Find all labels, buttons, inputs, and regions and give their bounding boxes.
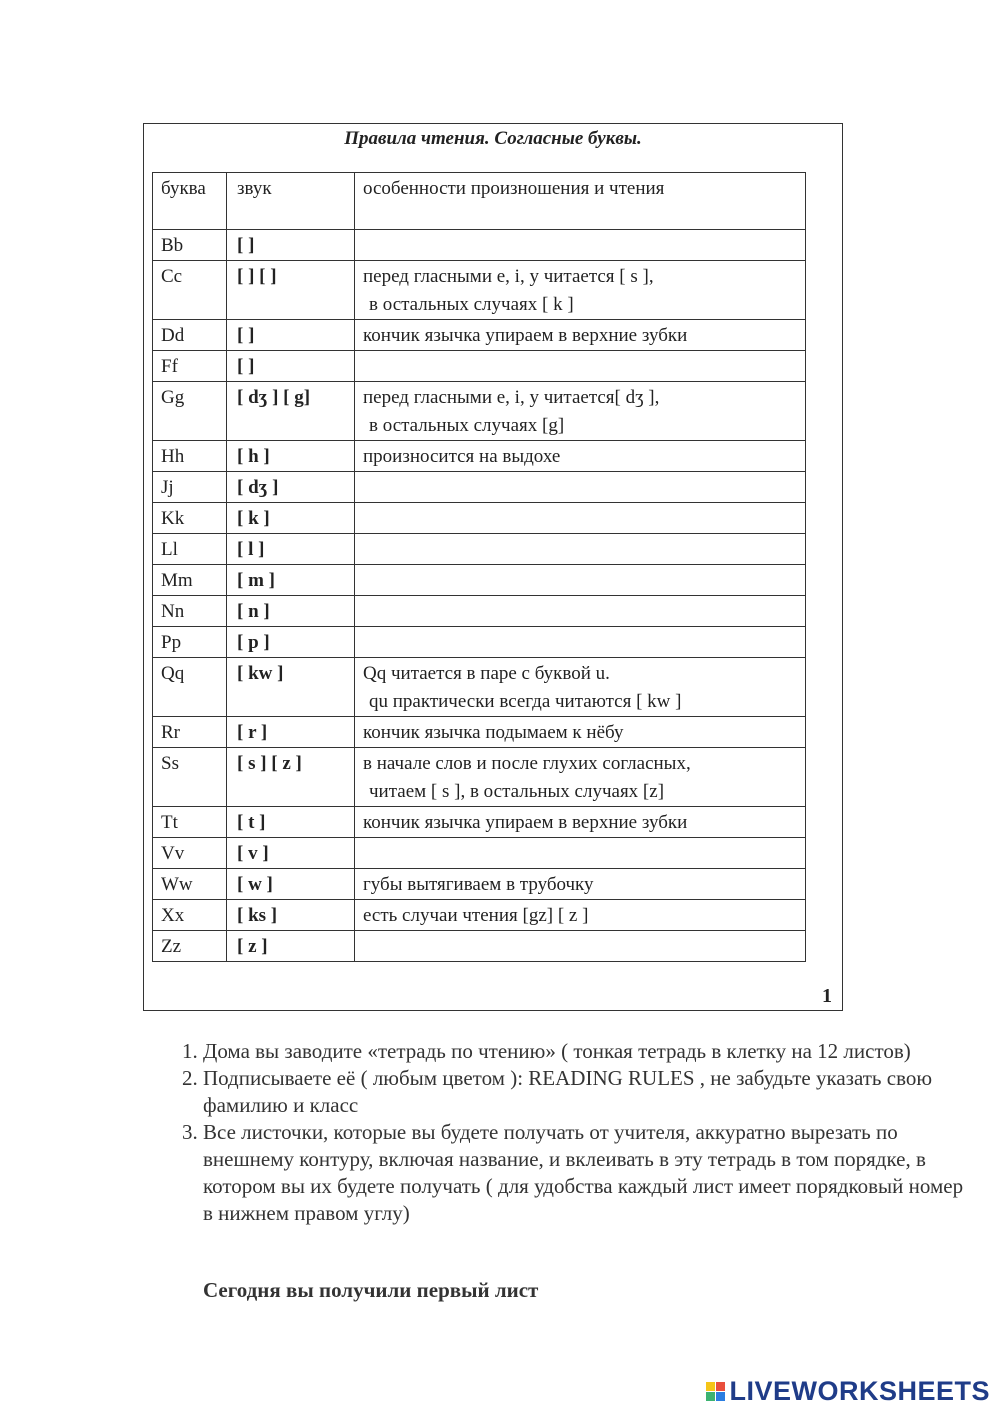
reading-rules-table xyxy=(152,172,806,962)
table-header-row xyxy=(153,173,806,230)
sound-cell: [ r ] xyxy=(227,717,355,748)
table-row xyxy=(153,565,806,596)
liveworksheets-logo-icon xyxy=(706,1382,725,1401)
instruction-item: 3. Все листочки, которые вы будете получать от учителя, аккуратно вырезать по внешнему контуру, включая название, и вклеивать в эту тетрадь в том порядке, в котором вы их будете получать ( для удобства каждый лист имеет порядковый номер в нижнем правом углу) xyxy=(203,1119,973,1227)
notes-cell xyxy=(355,931,806,962)
note-line: произносится на выдохе xyxy=(363,446,561,467)
sound-cell: [ ] [ ] xyxy=(227,261,355,320)
letter-cell: Cc xyxy=(153,261,227,320)
notes-cell xyxy=(355,807,806,838)
table-row xyxy=(153,627,806,658)
sound-cell: [ dʒ ] xyxy=(227,472,355,503)
note-line: в остальных случаях [ k ] xyxy=(369,294,574,315)
notes-cell xyxy=(355,441,806,472)
letter-cell: Jj xyxy=(153,472,227,503)
note-line: перед гласными e, i, y читается[ dʒ ], xyxy=(363,387,660,408)
table-row xyxy=(153,596,806,627)
notes-cell xyxy=(355,717,806,748)
sound-cell: [ s ] [ z ] xyxy=(227,748,355,807)
logo-square xyxy=(716,1392,725,1401)
notes-cell xyxy=(355,869,806,900)
letter-cell: Ss xyxy=(153,748,227,807)
table-row xyxy=(153,807,806,838)
sound-cell: [ n ] xyxy=(227,596,355,627)
table-row xyxy=(153,382,806,441)
sound-cell: [ kw ] xyxy=(227,658,355,717)
letter-cell: Kk xyxy=(153,503,227,534)
sound-cell: [ v ] xyxy=(227,838,355,869)
letter-cell: Vv xyxy=(153,838,227,869)
note-line: читаем [ s ], в остальных случаях [z] xyxy=(369,781,665,802)
letter-cell: Rr xyxy=(153,717,227,748)
notes-cell xyxy=(355,627,806,658)
sound-cell: [ dʒ ] [ g] xyxy=(227,382,355,441)
notes-cell xyxy=(355,596,806,627)
table-row xyxy=(153,320,806,351)
table-row xyxy=(153,534,806,565)
table-row xyxy=(153,900,806,931)
sound-cell: [ t ] xyxy=(227,807,355,838)
note-line: в начале слов и после глухих согласных, xyxy=(363,753,691,774)
table-row xyxy=(153,717,806,748)
note-line: есть случаи чтения [gz] [ z ] xyxy=(363,905,589,926)
notes-cell xyxy=(355,534,806,565)
letter-cell: Ww xyxy=(153,869,227,900)
instruction-item: 1. Дома вы заводите «тетрадь по чтению» ( тонкая тетрадь в клетку на 12 листов) xyxy=(203,1038,973,1065)
letter-cell: Ll xyxy=(153,534,227,565)
sound-cell: [ ] xyxy=(227,351,355,382)
letter-cell: Ff xyxy=(153,351,227,382)
header-sound: звук xyxy=(227,173,355,230)
sound-cell: [ w ] xyxy=(227,869,355,900)
table-row xyxy=(153,658,806,717)
logo-square xyxy=(706,1392,715,1401)
instruction-item: 2. Подписываете её ( любым цветом ): READING RULES , не забудьте указать свою фамилию и класс xyxy=(203,1065,973,1119)
table-row xyxy=(153,748,806,807)
table-row xyxy=(153,351,806,382)
notes-cell xyxy=(355,503,806,534)
notes-cell xyxy=(355,658,806,717)
sound-cell: [ l ] xyxy=(227,534,355,565)
table-row xyxy=(153,261,806,320)
notes-cell xyxy=(355,748,806,807)
logo-square xyxy=(706,1382,715,1391)
table-row xyxy=(153,869,806,900)
note-line: перед гласными e, i, y читается [ s ], xyxy=(363,266,654,287)
sound-cell: [ m ] xyxy=(227,565,355,596)
notes-cell xyxy=(355,565,806,596)
table-row xyxy=(153,503,806,534)
table-row xyxy=(153,838,806,869)
notes-cell xyxy=(355,261,806,320)
worksheet-title: Правила чтения. Согласные буквы. xyxy=(344,128,642,149)
letter-cell: Qq xyxy=(153,658,227,717)
logo-square xyxy=(716,1382,725,1391)
notes-cell xyxy=(355,900,806,931)
notes-cell xyxy=(355,472,806,503)
sound-cell: [ h ] xyxy=(227,441,355,472)
notes-cell xyxy=(355,351,806,382)
letter-cell: Xx xyxy=(153,900,227,931)
sound-cell: [ k ] xyxy=(227,503,355,534)
sound-cell: [ p ] xyxy=(227,627,355,658)
notes-cell xyxy=(355,230,806,261)
letter-cell: Tt xyxy=(153,807,227,838)
header-notes: особенности произношения и чтения xyxy=(355,173,806,230)
liveworksheets-brand[interactable] xyxy=(706,1376,990,1407)
sound-cell: [ z ] xyxy=(227,931,355,962)
letter-cell: Dd xyxy=(153,320,227,351)
note-line: губы вытягиваем в трубочку xyxy=(363,874,594,895)
notes-cell xyxy=(355,382,806,441)
table-row xyxy=(153,230,806,261)
note-line: кончик язычка упираем в верхние зубки xyxy=(363,812,688,833)
letter-cell: Zz xyxy=(153,931,227,962)
letter-cell: Hh xyxy=(153,441,227,472)
page-number: 1 xyxy=(822,985,832,1007)
header-letter: буква xyxy=(153,173,227,230)
letter-cell: Pp xyxy=(153,627,227,658)
table-row xyxy=(153,931,806,962)
notes-cell xyxy=(355,320,806,351)
sound-cell: [ ] xyxy=(227,230,355,261)
table-row xyxy=(153,472,806,503)
letter-cell: Gg xyxy=(153,382,227,441)
note-line: Qq читается в паре с буквой u. xyxy=(363,663,610,684)
note-line: кончик язычка подымаем к нёбу xyxy=(363,722,624,743)
brand-name: LIVEWORKSHEETS xyxy=(729,1376,990,1406)
letter-cell: Bb xyxy=(153,230,227,261)
table-row xyxy=(153,441,806,472)
instructions-list xyxy=(175,1038,973,1227)
letter-cell: Mm xyxy=(153,565,227,596)
notes-cell xyxy=(355,838,806,869)
note-line: qu практически всегда читаются [ kw ] xyxy=(369,691,682,712)
note-line: в остальных случаях [g] xyxy=(369,415,565,436)
letter-cell: Nn xyxy=(153,596,227,627)
sound-cell: [ ks ] xyxy=(227,900,355,931)
note-line: кончик язычка упираем в верхние зубки xyxy=(363,325,688,346)
sound-cell: [ ] xyxy=(227,320,355,351)
final-note: Сегодня вы получили первый лист xyxy=(203,1278,539,1302)
